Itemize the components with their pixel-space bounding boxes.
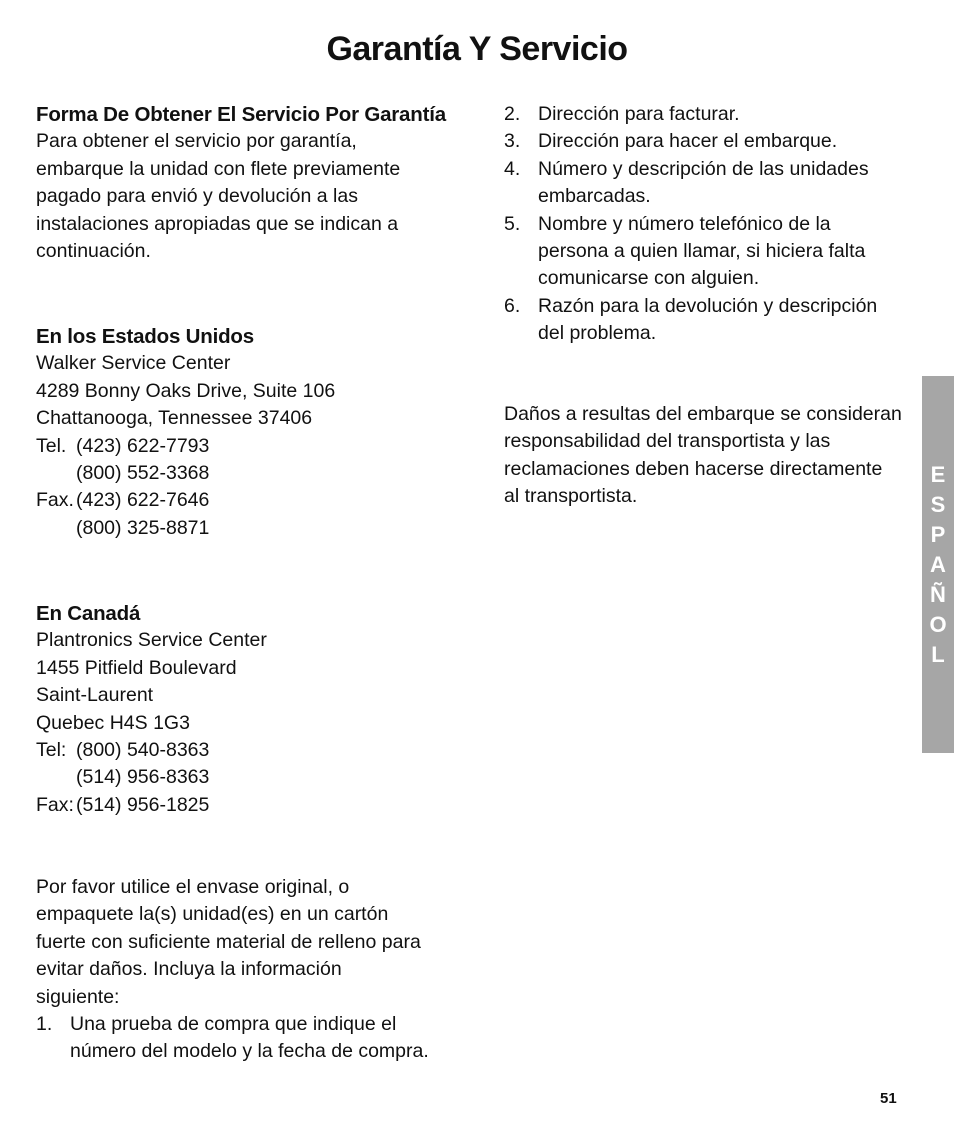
canada-tel-row [36, 737, 466, 764]
text-line: embarque la unidad con flete previamente [36, 157, 401, 180]
address-line: 1455 Pitfield Boulevard [36, 656, 237, 679]
usa-tel-row [36, 433, 466, 460]
list-item [504, 156, 914, 211]
side-tab-letter: Ñ [930, 582, 946, 607]
side-tab-letters [922, 460, 954, 670]
tel-label: Tel: [36, 739, 67, 762]
list-number: 2. [504, 103, 521, 125]
service-text [36, 128, 466, 265]
list-line: Una prueba de compra que indique el [70, 1013, 397, 1036]
usa-fax-row-2 [36, 515, 466, 542]
text-line: Para obtener el servicio por garantía, [36, 130, 357, 153]
text-line: empaquete la(s) unidad(es) en un cartón [36, 903, 389, 926]
usa-fax-row [36, 487, 466, 514]
canada-fax-row [36, 792, 466, 819]
list-line: Dirección para facturar. [538, 103, 740, 125]
language-side-tab [922, 376, 954, 753]
list-line: Razón para la devolución y descripción [538, 294, 878, 317]
list-item [504, 128, 914, 155]
page-number: 51 [880, 1090, 897, 1107]
text-line: fuerte con suficiente material de relleno para [36, 930, 421, 953]
list-item [504, 211, 914, 293]
list-item [504, 101, 914, 128]
info-list [504, 101, 914, 348]
usa-section [36, 323, 466, 542]
phone-number: (514) 956-8363 [76, 766, 210, 789]
list-number: 5. [504, 212, 521, 235]
canada-tel-row-2 [36, 764, 466, 791]
canada-heading: En Canadá [36, 602, 141, 625]
phone-number: (800) 540-8363 [76, 739, 210, 762]
list-line: Nombre y número telefónico de la [538, 212, 831, 235]
text-line: continuación. [36, 240, 151, 263]
list-line: embarcadas. [538, 185, 651, 208]
canada-address [36, 627, 466, 819]
list-number: 4. [504, 157, 521, 180]
canada-section [36, 600, 466, 819]
text-line: reclamaciones deben hacerse directamente [504, 457, 883, 480]
list-number: 6. [504, 294, 521, 317]
list-line: Dirección para hacer el embarque. [538, 130, 838, 153]
side-tab-letter: A [930, 552, 946, 577]
usa-heading: En los Estados Unidos [36, 325, 254, 348]
side-tab-letter: P [930, 522, 946, 547]
fax-number: (514) 956-1825 [76, 793, 210, 816]
list-line: número del modelo y la fecha de compra. [70, 1040, 429, 1063]
address-line: 4289 Bonny Oaks Drive, Suite 106 [36, 379, 336, 402]
side-tab-letter: E [930, 462, 946, 487]
packing-text [36, 874, 466, 1066]
phone-number: (800) 552-3368 [76, 462, 210, 485]
right-column [504, 101, 914, 508]
fax-number: (800) 325-8871 [76, 516, 210, 539]
address-line: Quebec H4S 1G3 [36, 711, 190, 734]
address-line: Walker Service Center [36, 352, 231, 375]
text-line: al transportista. [504, 485, 638, 508]
fax-label: Fax: [36, 793, 74, 816]
list-number: 1. [36, 1013, 53, 1036]
damage-notice [504, 401, 914, 511]
packing-section [36, 874, 466, 1066]
list-line: Número y descripción de las unidades [538, 157, 869, 180]
text-line: instalaciones apropiadas que se indican a [36, 212, 399, 235]
side-tab-letter: L [931, 642, 945, 667]
fax-label: Fax. [36, 489, 74, 512]
text-line: evitar daños. Incluya la información [36, 958, 342, 981]
usa-address [36, 350, 466, 542]
usa-tel-row-2 [36, 460, 466, 487]
list-line: persona a quien llamar, si hiciera falta [538, 240, 866, 263]
tel-label: Tel. [36, 434, 67, 457]
page-title: Garantía Y Servicio [326, 30, 628, 68]
address-line: Chattanooga, Tennessee 37406 [36, 407, 313, 430]
list-line: del problema. [538, 322, 657, 345]
text-line: Daños a resultas del embarque se consideran [504, 403, 902, 425]
side-tab-letter: O [929, 612, 947, 637]
address-line: Saint-Laurent [36, 684, 154, 707]
service-section [36, 101, 466, 265]
text-line: Por favor utilice el envase original, o [36, 876, 350, 898]
address-line: Plantronics Service Center [36, 629, 267, 652]
list-item [36, 1011, 466, 1066]
list-number: 3. [504, 130, 521, 153]
phone-number: (423) 622-7793 [76, 434, 210, 457]
fax-number: (423) 622-7646 [76, 489, 210, 512]
service-heading: Forma De Obtener El Servicio Por Garantía [36, 103, 446, 126]
side-tab-letter: S [930, 492, 946, 517]
list-item [504, 293, 914, 348]
text-line: siguiente: [36, 985, 120, 1008]
text-line: pagado para envió y devolución a las [36, 185, 358, 208]
text-line: responsabilidad del transportista y las [504, 430, 831, 453]
list-line: comunicarse con alguien. [538, 267, 760, 290]
